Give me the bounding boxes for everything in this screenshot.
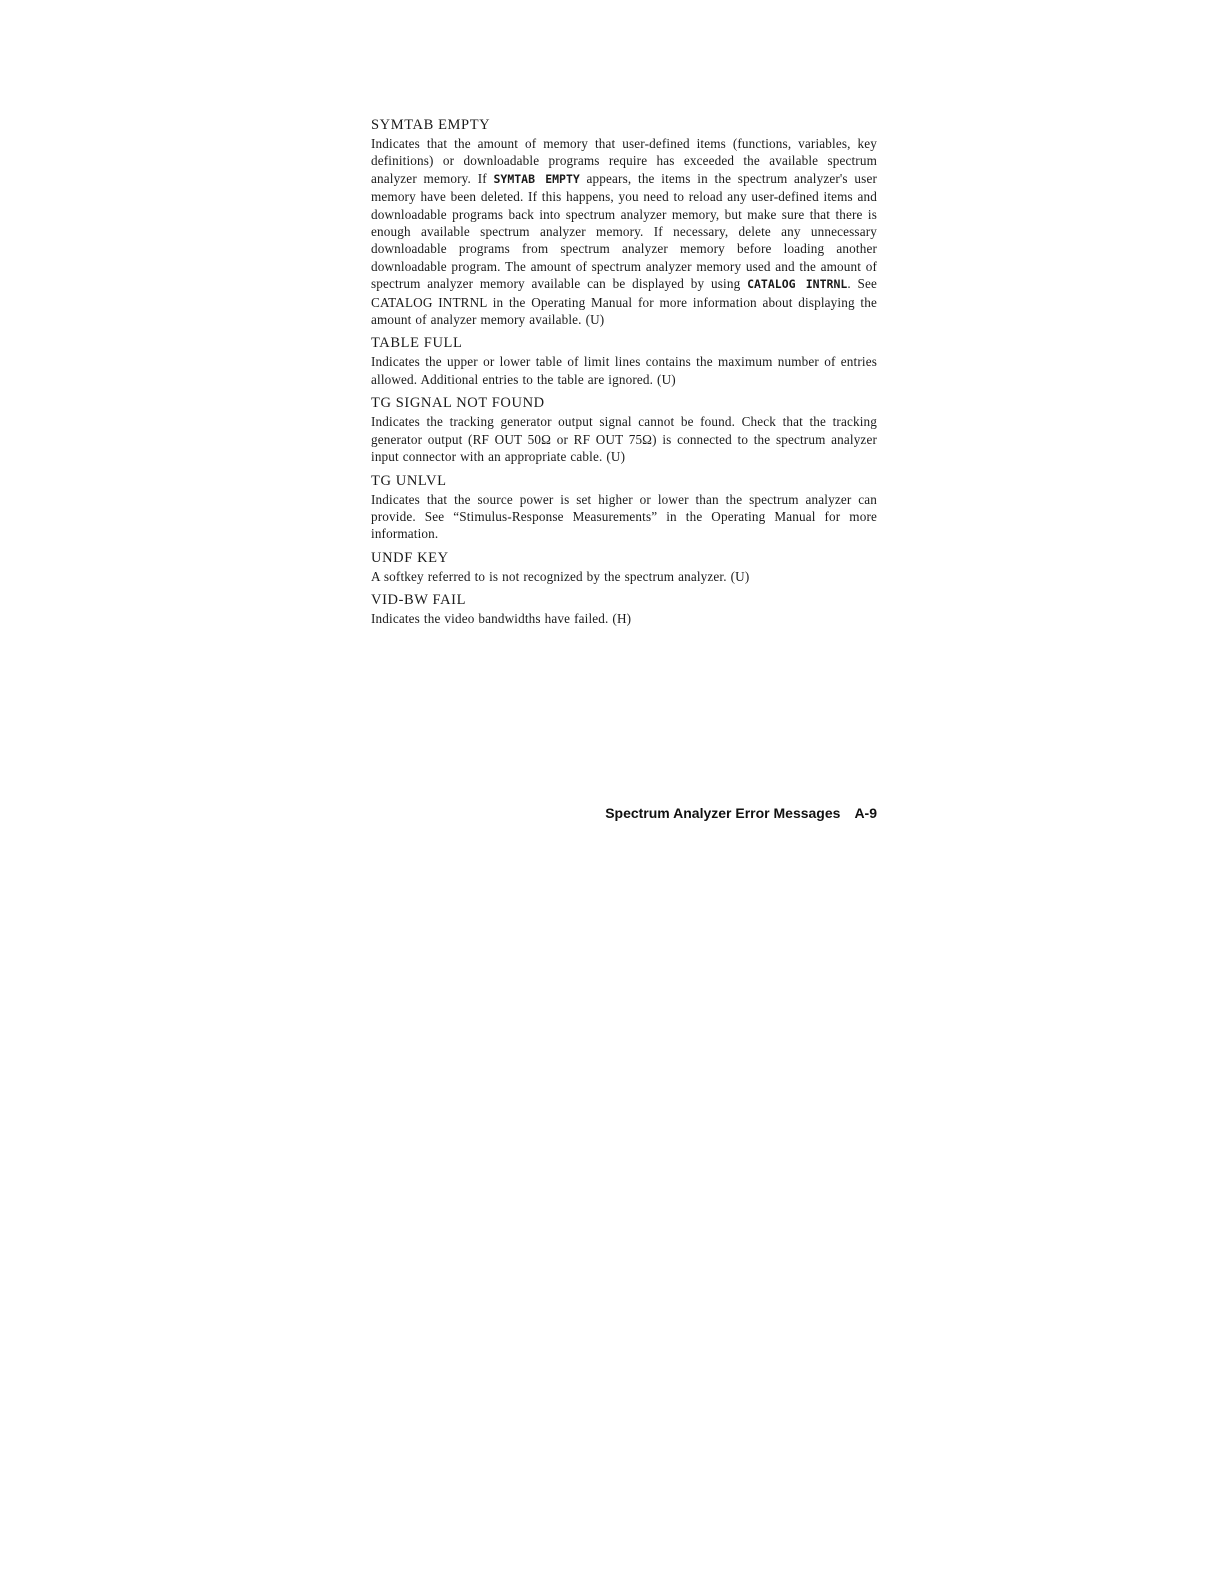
entry-symtab-empty [371, 116, 877, 328]
entry-description: Indicates the tracking generator output signal cannot be found. Check that the tracking generator output (RF OUT 50Ω or RF OUT 75Ω) is connected to the spectrum analyzer input connector with an appropriate cable. (U) [371, 414, 877, 465]
entry-undf-key [371, 549, 877, 585]
entry-title: TABLE FULL [371, 335, 463, 352]
error-message-list [371, 116, 877, 634]
entry-title: VID-BW FAIL [371, 592, 467, 609]
entry-description: Indicates that the source power is set higher or lower than the spectrum analyzer can provide. See “Stimulus-Response Measurements” in the Operating Manual for more information. [371, 491, 877, 542]
entry-title: UNDF KEY [371, 549, 449, 566]
entry-description: A softkey referred to is not recognized by the spectrum analyzer. (U) [371, 568, 750, 584]
entry-description: Indicates the upper or lower table of limit lines contains the maximum number of entries allowed. Additional entries to the table are ignored. (U) [371, 354, 877, 387]
entry-vid-bw-fail [371, 591, 877, 627]
entry-description: Indicates the video bandwidths have failed. (H) [371, 611, 632, 627]
description-text: . See CATALOG INTRNL in the Operating Manual for more information about displaying the amount of analyzer memory available. (U) [371, 276, 877, 328]
entry-tg-unlvl [371, 472, 877, 543]
description-text: appears, the items in the spectrum analyzer's user memory have been deleted. If this happens, you need to reload any user-defined items and downloadable programs back into spectrum analyzer memory, but make sure that there is enough available spectrum analyzer memory. If necessary, delete any unnecessary downloadable programs from spectrum analyzer memory before loading another downloadable program. The amount of spectrum analyzer memory used and the amount of spectrum analyzer memory available can be displayed by using [371, 170, 877, 292]
description-text: Indicates that the amount of memory that user-defined items (functions, variables, key definitions) or downloadable programs require has exceeded the available spectrum analyzer memory. If [371, 136, 877, 186]
entry-title: TG UNLVL [371, 472, 447, 489]
page-footer [605, 805, 877, 821]
command-keyword: SYMTAB EMPTY [493, 171, 580, 186]
page-number: A-9 [854, 805, 877, 821]
entry-title: TG SIGNAL NOT FOUND [371, 395, 545, 412]
footer-section-title: Spectrum Analyzer Error Messages [605, 805, 841, 821]
entry-tg-signal-not-found [371, 394, 877, 465]
entry-description [371, 135, 877, 328]
entry-table-full [371, 334, 877, 388]
entry-title: SYMTAB EMPTY [371, 117, 491, 133]
command-keyword: CATALOG INTRNL [747, 277, 848, 292]
